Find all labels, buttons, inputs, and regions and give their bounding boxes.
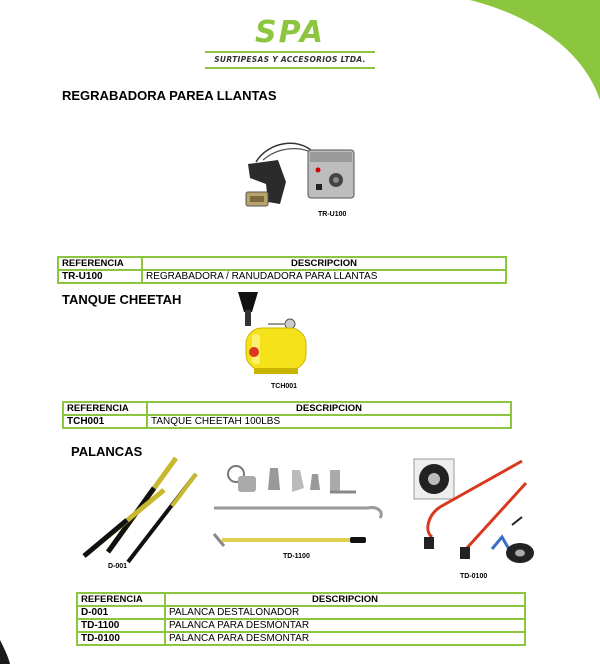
caption-tr-u100: TR-U100 xyxy=(318,211,347,218)
table-row xyxy=(77,619,525,632)
reference-table-tanque xyxy=(62,401,512,429)
table-row xyxy=(58,270,506,283)
section-title-regrabadora: REGRABADORA PAREA LLANTAS xyxy=(62,88,277,103)
table-row xyxy=(77,606,525,619)
row-reference: D-001 xyxy=(77,606,165,619)
row-reference: TD-0100 xyxy=(77,632,165,645)
header-referencia: REFERENCIA xyxy=(58,257,142,270)
top-right-swoosh xyxy=(470,0,600,100)
palanca-td0100-image xyxy=(410,455,540,573)
table-header-row xyxy=(58,257,506,270)
table-header-row xyxy=(77,593,525,606)
palanca-td1100-image xyxy=(208,460,388,560)
reference-table-regrabadora xyxy=(57,256,507,284)
row-description: REGRABADORA / RANUDADORA PARA LLANTAS xyxy=(142,270,506,283)
table-header-row xyxy=(63,402,511,415)
table-row xyxy=(63,415,511,428)
tanque-cheetah-image xyxy=(228,290,328,380)
header-descripcion: DESCRIPCION xyxy=(147,402,511,415)
header-referencia: REFERENCIA xyxy=(63,402,147,415)
company-logo xyxy=(205,15,375,71)
caption-td0100: TD-0100 xyxy=(460,573,488,580)
logo-underline xyxy=(205,51,375,53)
row-description: PALANCA DESTALONADOR xyxy=(165,606,525,619)
header-referencia: REFERENCIA xyxy=(77,593,165,606)
row-reference: TCH001 xyxy=(63,415,147,428)
caption-td1100: TD-1100 xyxy=(283,553,310,560)
logo-main-text: SPA xyxy=(254,15,326,50)
section-title-tanque: TANQUE CHEETAH xyxy=(62,292,182,307)
row-reference: TD-1100 xyxy=(77,619,165,632)
logo-underline-bottom xyxy=(205,67,375,69)
regrabadora-image xyxy=(238,132,358,217)
row-description: PALANCA PARA DESMONTAR xyxy=(165,619,525,632)
header-descripcion: DESCRIPCION xyxy=(165,593,525,606)
header-descripcion: DESCRIPCION xyxy=(142,257,506,270)
palanca-d001-image xyxy=(72,452,202,564)
bottom-left-swoosh xyxy=(0,640,10,664)
row-reference: TR-U100 xyxy=(58,270,142,283)
caption-tch001: TCH001 xyxy=(271,383,298,390)
row-description: PALANCA PARA DESMONTAR xyxy=(165,632,525,645)
reference-table-palancas xyxy=(76,592,526,646)
row-description: TANQUE CHEETAH 100LBS xyxy=(147,415,511,428)
logo-subtitle: SURTIPESAS Y ACCESORIOS LTDA. xyxy=(214,55,366,64)
caption-d001: D-001 xyxy=(108,563,128,570)
table-row xyxy=(77,632,525,645)
section-title-palancas: PALANCAS xyxy=(71,444,143,459)
